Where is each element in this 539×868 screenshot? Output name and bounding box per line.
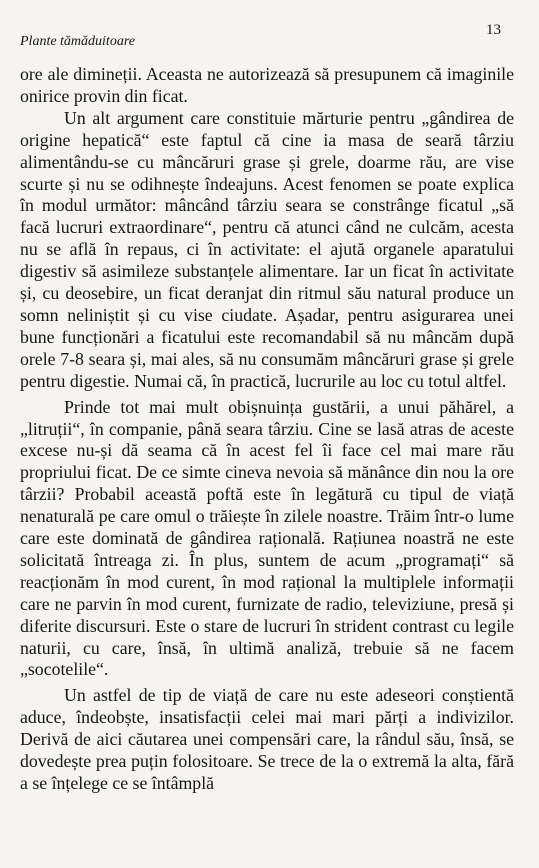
paragraph: Un astfel de tip de viață de care nu este adeseori conștientă aduce, îndeobște, insatisfacții celei mai mari părți a indivizilor. Derivă de aici căutarea unei compensări care, la rândul său, însă, se dovedește prea puțin folositoare. Se trece de la o extremă la alta, fără a se înțelege ce se întâmplă	[20, 685, 514, 793]
page-number: 13	[486, 22, 501, 38]
paragraph: Un alt argument care constituie mărturie pentru „gândirea de origine hepatică“ este faptul că cine ia masa de seară târziu alimentându-se cu mâncăruri grase și grele, doarme rău, are vise scurte și nu se odihnește îndeajuns. Acest fenomen se poate explica în modul următor: mâncând târziu seara se constrânge ficatul „să facă lucruri extraordinare“, pentru că atunci când ne culcăm, acesta nu se află în repaus, ci în activitate: el ajută organele aparatului digestiv să asimileze substanțele alimentare. Iar un ficat în activitate și, cu deosebire, un ficat deranjat din ritmul său natural produce un somn neliniștit și cu vise ciudate. Așadar, pentru asigurarea unei bune funcționări a ficatului este recomandabil să nu mâncăm după orele 7-8 seara și, mai ales, să nu consumăm mâncăruri grase și grele pentru digestie. Numai că, în practică, lucrurile au loc cu totul altfel.	[20, 107, 514, 391]
running-title: Plante tămăduitoare	[20, 34, 135, 49]
paragraph-continuation: ore ale dimineții. Aceasta ne autorizează să presupunem că imaginile onirice provin din ficat.	[20, 64, 514, 106]
paragraph: Prinde tot mai mult obișnuința gustării, a unui păhărel, a „litruții“, în companie, până seara târziu. Cine se lasă atras de aceste excese nu-și dă seama că în acest fel îi face cel mai mare rău propriului ficat. De ce simte cineva nevoia să mănânce din nou la ore târzii? Probabil această poftă este în legătură cu tipul de viață nenaturală pe care omul o trăiește în zilele noastre. Trăim într-o lume care este dominată de gândirea rațională. Rațiunea noastră ne este solicitată întreaga zi. În plus, suntem de acum „programați“ să reacționăm în mod curent, în mod rațional la multiplele informații care ne parvin în mod curent, furnizate de radio, televiziune, presă și diferite discursuri. Este o stare de lucruri în strident contrast cu legile naturii, cu care, însă, în ultimă analiză, trebuie să ne facem „socotelile“.	[20, 396, 514, 680]
page-header	[20, 22, 501, 49]
body-text	[20, 64, 514, 795]
